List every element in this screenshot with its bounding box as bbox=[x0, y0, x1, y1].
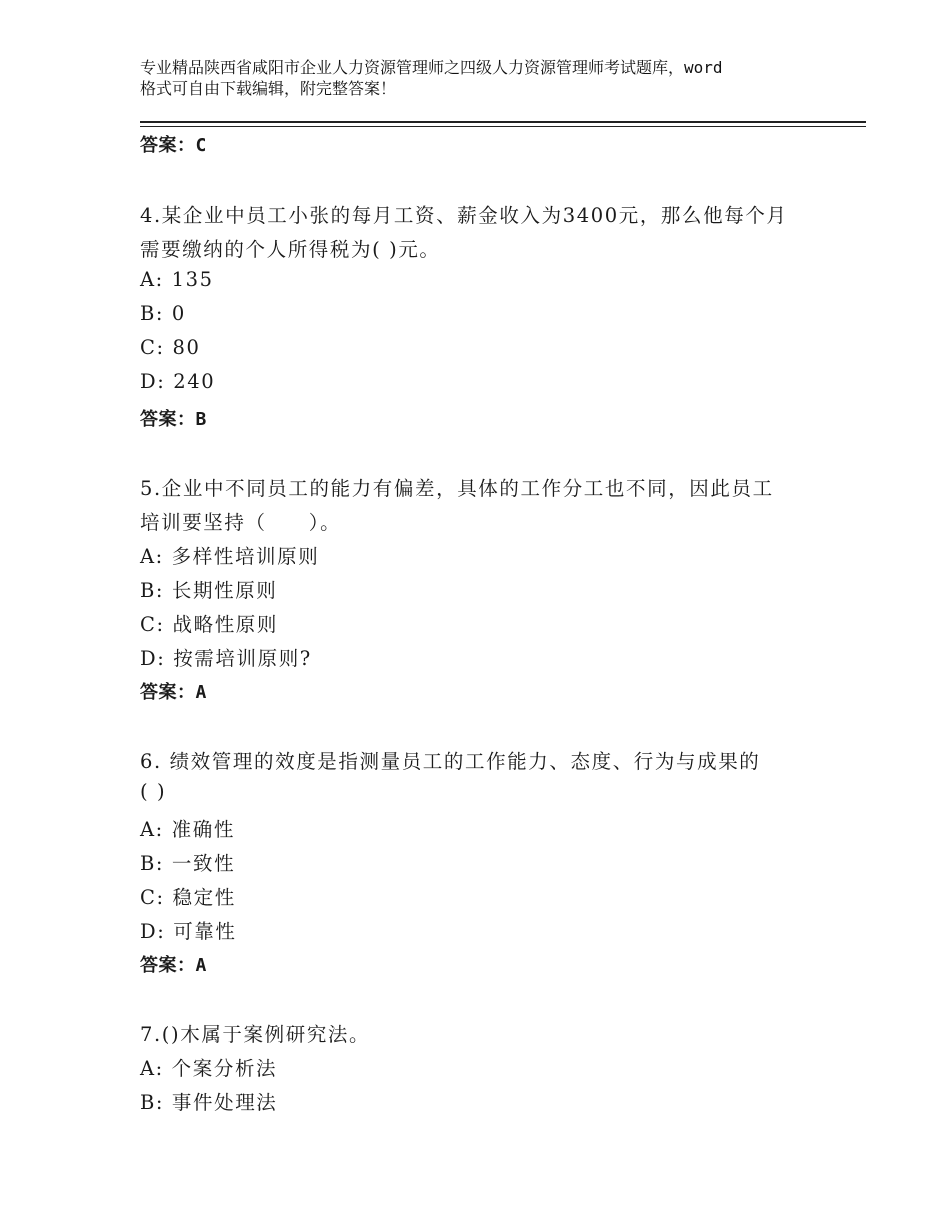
question-6-option-b: B: 一致性 bbox=[140, 852, 236, 875]
question-6-stem-line-2: ( ) bbox=[140, 780, 167, 803]
header-line-1: 专业精品陕西省咸阳市企业人力资源管理师之四级人力资源管理师考试题库，word bbox=[140, 58, 723, 77]
question-6-option-d: D: 可靠性 bbox=[140, 920, 237, 943]
question-7-option-b: B: 事件处理法 bbox=[140, 1091, 278, 1114]
question-4-option-d: D: 240 bbox=[140, 370, 216, 393]
document-header bbox=[140, 57, 840, 99]
question-5-stem-line-1: 5.企业中不同员工的能力有偏差，具体的工作分工也不同，因此员工 bbox=[140, 477, 774, 500]
question-5-option-c: C: 战略性原则 bbox=[140, 613, 278, 636]
question-4-answer: 答案：B bbox=[140, 409, 207, 430]
question-7-option-a: A: 个案分析法 bbox=[140, 1057, 278, 1080]
question-5-option-a: A: 多样性培训原则 bbox=[140, 545, 320, 568]
question-5-answer: 答案：A bbox=[140, 682, 207, 703]
header-rule-thick bbox=[140, 121, 866, 123]
question-5-option-d: D: 按需培训原则? bbox=[140, 647, 312, 670]
question-4-option-b: B: 0 bbox=[140, 302, 186, 325]
question-4-option-a: A: 135 bbox=[140, 268, 214, 291]
question-4-stem-line-1: 4.某企业中员工小张的每月工资、薪金收入为3400元，那么他每个月 bbox=[140, 204, 788, 227]
answer-prev: 答案：C bbox=[140, 135, 207, 156]
question-6-option-a: A: 准确性 bbox=[140, 818, 235, 841]
question-6-option-c: C: 稳定性 bbox=[140, 886, 236, 909]
header-rule-thin bbox=[140, 126, 866, 127]
question-4-stem-line-2: 需要缴纳的个人所得税为( )元。 bbox=[140, 238, 441, 261]
question-5-stem-line-2: 培训要坚持（ ）。 bbox=[140, 511, 342, 534]
question-4-option-c: C: 80 bbox=[140, 336, 201, 359]
question-7-stem-line-1: 7.()木属于案例研究法。 bbox=[140, 1023, 371, 1046]
question-5-option-b: B: 长期性原则 bbox=[140, 579, 278, 602]
header-line-2: 格式可自由下载编辑，附完整答案！ bbox=[140, 79, 397, 98]
question-6-stem-line-1: 6. 绩效管理的效度是指测量员工的工作能力、态度、行为与成果的 bbox=[140, 750, 761, 773]
question-6-answer: 答案：A bbox=[140, 955, 207, 976]
